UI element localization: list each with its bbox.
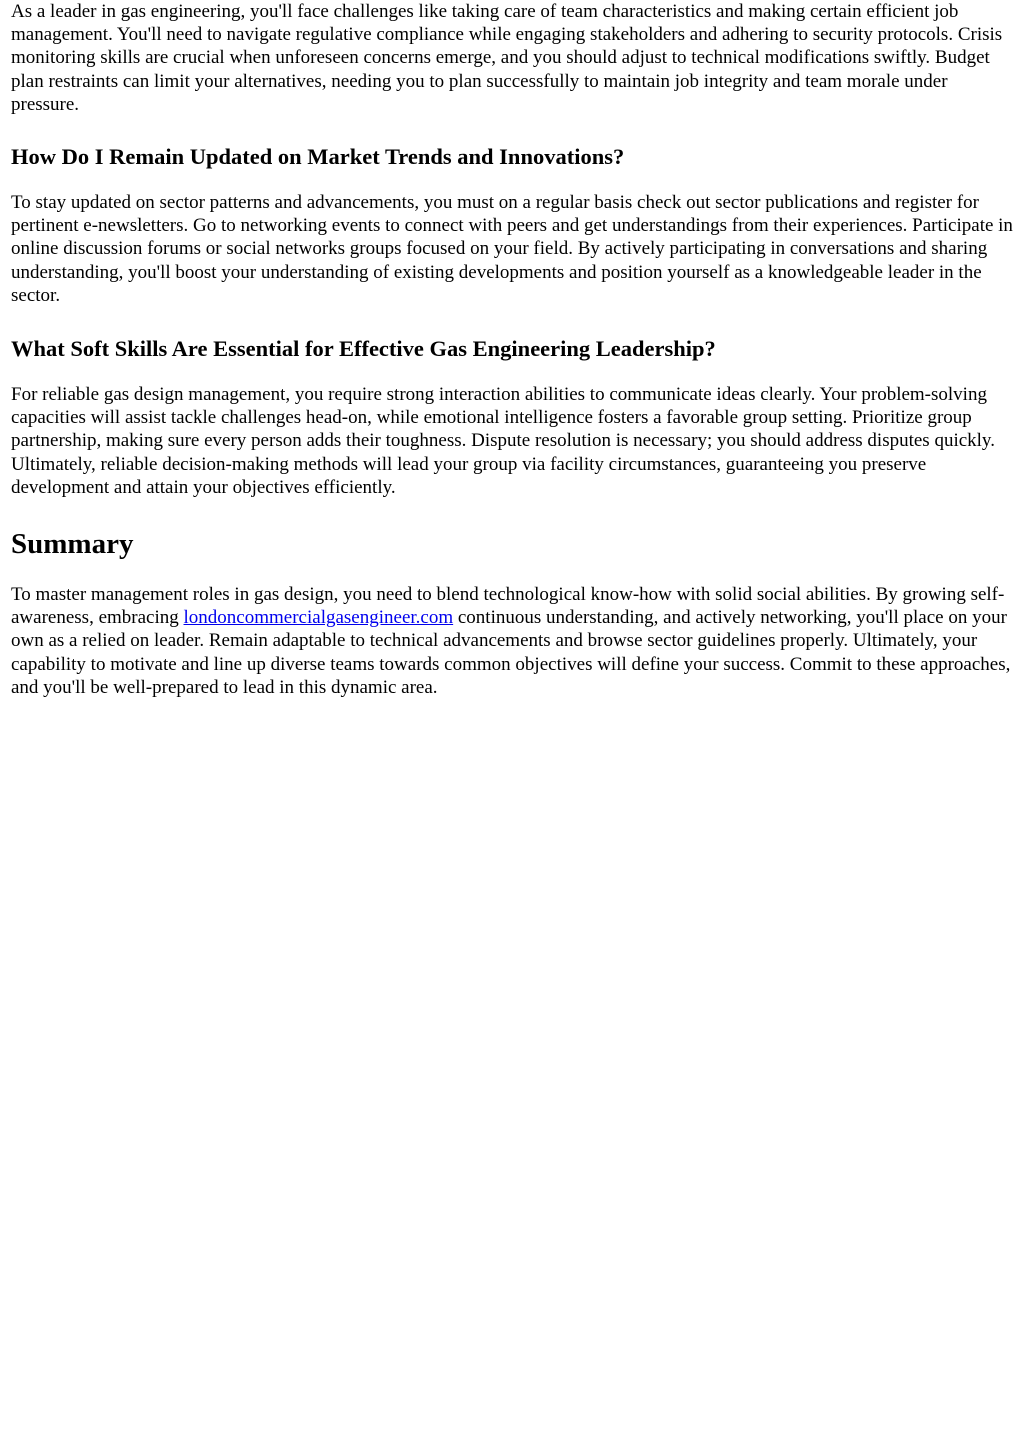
article-page bbox=[0, 0, 1024, 699]
gas-engineer-link[interactable]: londoncommercialgasengineer.com bbox=[183, 607, 454, 629]
summary-text-after-link: continuous understanding, and actively networking, you'll place on your own as a relied on leader. Remain adaptable to technical advancements and browse sector guidelines properly. Ultimately, your capability to motivate and line up diverse teams towards common objectives will define your success. Commit to these approaches, and you'll be well-prepared to lead in this dynamic area. bbox=[11, 607, 1011, 698]
paragraph-soft-skills: For reliable gas design management, you require strong interaction abilities to communicate ideas clearly. Your problem-solving capacities will assist tackle challenges head-on, while emotional intelligence fosters a favorable group setting. Prioritize group partnership, making sure every person adds their toughness. Dispute resolution is necessary; you should address disputes quickly. Ultimately, reliable decision-making methods will lead your group via facility circumstances, guaranteeing you preserve development and attain your objectives efficiently. bbox=[11, 384, 995, 498]
heading-market-trends: How Do I Remain Updated on Market Trends and Innovations? bbox=[11, 144, 625, 170]
paragraph-leadership-challenges: As a leader in gas engineering, you'll face challenges like taking care of team characteristics and making certain efficient job management. You'll need to navigate regulative compliance while engaging stakeholders and adhering to security protocols. Crisis monitoring skills are crucial when unforeseen concerns emerge, and you should adjust to technical modifications swiftly. Budget plan restraints can limit your alternatives, needing you to plan successfully to maintain job integrity and team morale under pressure. bbox=[11, 1, 1003, 115]
heading-summary: Summary bbox=[11, 528, 134, 561]
summary-text-before-link: To master management roles in gas design, you need to blend technological know-how with solid social abilities. By growing self-awareness, embracing bbox=[11, 584, 1005, 629]
heading-soft-skills: What Soft Skills Are Essential for Effective Gas Engineering Leadership? bbox=[11, 336, 716, 362]
paragraph-summary bbox=[11, 583, 1014, 699]
paragraph-market-trends: To stay updated on sector patterns and advancements, you must on a regular basis check out sector publications and register for pertinent e-newsletters. Go to networking events to connect with peers and get understandings from their experiences. Participate in online discussion forums or social networks groups focused on your field. By actively participating in conversations and sharing understanding, you'll boost your understanding of existing developments and position yourself as a knowledgeable leader in the sector. bbox=[11, 192, 1013, 306]
